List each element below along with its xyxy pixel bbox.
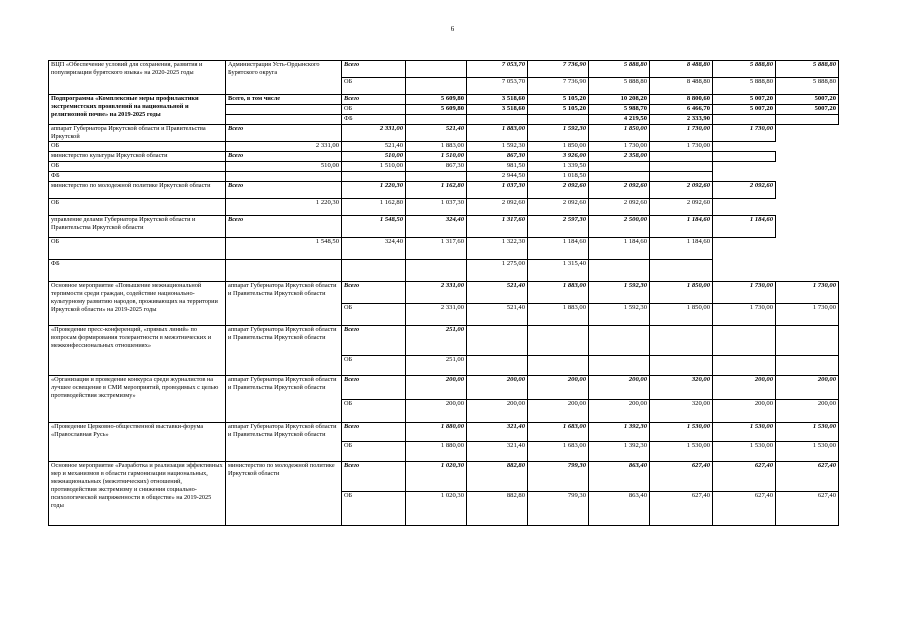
budget-table — [48, 60, 839, 526]
amount-cell: 863,40 — [589, 492, 650, 526]
amount-cell — [226, 260, 342, 282]
amount-cell: 251,00 — [406, 326, 467, 356]
funding-source-cell: ОБ — [49, 199, 226, 216]
amount-cell: 2 092,60 — [650, 199, 713, 216]
amount-cell — [713, 356, 776, 376]
amount-cell: 2 092,60 — [713, 182, 776, 199]
amount-cell: 5 105,20 — [528, 95, 589, 105]
amount-cell: 200,00 — [713, 376, 776, 400]
amount-cell: 7 053,70 — [467, 78, 528, 95]
funding-source-cell: Всего — [226, 125, 342, 142]
amount-cell: 5 888,80 — [589, 61, 650, 78]
amount-cell: 521,40 — [342, 142, 406, 152]
executor-cell — [226, 115, 342, 125]
amount-cell: 1 037,30 — [467, 182, 528, 199]
amount-cell: 521,40 — [467, 304, 528, 326]
amount-cell: 1 730,00 — [713, 282, 776, 304]
amount-cell: 1 510,00 — [342, 162, 406, 172]
funding-source-cell: Всего — [226, 216, 342, 238]
funding-source-cell: Всего — [342, 423, 406, 442]
amount-cell: 1 850,00 — [528, 142, 589, 152]
amount-cell: 981,50 — [467, 162, 528, 172]
amount-cell: 1 275,00 — [467, 260, 528, 282]
amount-cell: 2 092,60 — [650, 182, 713, 199]
amount-cell: 1 317,60 — [406, 238, 467, 260]
amount-cell: 1 730,00 — [713, 125, 776, 142]
funding-source-cell: ОБ — [342, 442, 406, 462]
amount-cell: 1 162,80 — [406, 182, 467, 199]
amount-cell: 882,80 — [467, 492, 528, 526]
program-name-cell: Подпрограмма «Комплексные меры профилактики экстремистских проявлений на национальной и религиозной почве» на 2019-2025 годы — [49, 95, 226, 125]
funding-source-cell: Всего — [342, 462, 406, 492]
table-row — [49, 462, 839, 492]
amount-cell: 2 597,30 — [528, 216, 589, 238]
amount-cell — [776, 115, 839, 125]
amount-cell: 1 730,00 — [589, 142, 650, 152]
amount-cell — [406, 172, 467, 182]
page-number: 6 — [450, 25, 455, 33]
executor-cell — [226, 105, 342, 115]
executor-cell: министерство по молодежной политике Иркутской области — [226, 462, 342, 526]
funding-source-cell: Всего — [226, 152, 342, 162]
amount-cell: 627,40 — [713, 492, 776, 526]
amount-cell: 200,00 — [406, 376, 467, 400]
amount-cell: 321,40 — [467, 423, 528, 442]
amount-cell: 1 730,00 — [650, 125, 713, 142]
amount-cell — [467, 326, 528, 356]
amount-cell: 320,00 — [650, 400, 713, 423]
amount-cell — [650, 162, 713, 172]
amount-cell: 5 888,80 — [589, 78, 650, 95]
amount-cell: 1 530,00 — [776, 423, 839, 442]
amount-cell: 2 092,60 — [528, 199, 589, 216]
funding-source-cell: Всего — [342, 282, 406, 304]
amount-cell: 5007,20 — [776, 105, 839, 115]
amount-cell: 3 518,60 — [467, 95, 528, 105]
amount-cell: 1 880,00 — [406, 423, 467, 442]
amount-cell: 1 880,00 — [406, 442, 467, 462]
program-name-cell: ВЦП «Обеспечение условий для сохранения, развития и популяризации бурятского языка» на 2020-2025 годы — [49, 61, 226, 95]
amount-cell: 799,30 — [528, 492, 589, 526]
amount-cell: 1 530,00 — [713, 423, 776, 442]
amount-cell: 1 510,00 — [406, 152, 467, 162]
amount-cell — [226, 172, 342, 182]
amount-cell: 2 092,60 — [589, 182, 650, 199]
amount-cell: 799,30 — [528, 462, 589, 492]
amount-cell: 7 736,90 — [528, 61, 589, 78]
amount-cell: 10 208,20 — [589, 95, 650, 105]
funding-source-cell: ОБ — [342, 304, 406, 326]
program-name-cell: Основное мероприятие «Разработка и реализация эффективных мер и механизмов в области гармонизации национальных, межнациональных (межэтнических) отношений, противодействия экстремизму и снижения социально-психологической напряженности в обществе» на 2019-2025 годы — [49, 462, 226, 526]
amount-cell: 200,00 — [776, 376, 839, 400]
amount-cell: 1 392,30 — [589, 442, 650, 462]
table-row — [49, 376, 839, 400]
amount-cell: 6 466,70 — [650, 105, 713, 115]
funding-source-cell: Всего — [342, 95, 406, 105]
amount-cell: 1 530,00 — [650, 442, 713, 462]
amount-cell: 5 988,70 — [589, 105, 650, 115]
table-row — [49, 199, 839, 216]
program-name-cell: «Проведение Церковно-общественной выставки-форума «Православная Русь» — [49, 423, 226, 462]
amount-cell: 2 500,00 — [589, 216, 650, 238]
amount-cell: 5 609,80 — [406, 95, 467, 105]
amount-cell — [467, 115, 528, 125]
amount-cell — [589, 326, 650, 356]
amount-cell — [650, 356, 713, 376]
amount-cell: 867,30 — [406, 162, 467, 172]
funding-source-cell: ФБ — [49, 260, 226, 282]
amount-cell: 2 331,00 — [406, 282, 467, 304]
amount-cell: 1 530,00 — [713, 442, 776, 462]
amount-cell: 2 358,00 — [589, 152, 650, 162]
amount-cell: 1 037,30 — [406, 199, 467, 216]
amount-cell — [650, 152, 713, 162]
amount-cell: 3 518,60 — [467, 105, 528, 115]
table-row — [49, 172, 839, 182]
amount-cell: 1 730,00 — [776, 282, 839, 304]
amount-cell: 5 888,80 — [713, 61, 776, 78]
executor-cell: Администрация Усть-Ордынского Бурятского округа — [226, 61, 342, 95]
amount-cell: 1 317,60 — [467, 216, 528, 238]
table-row — [49, 216, 839, 238]
amount-cell: 882,80 — [467, 462, 528, 492]
table-row — [49, 152, 839, 162]
table-row — [49, 238, 839, 260]
amount-cell: 200,00 — [528, 400, 589, 423]
amount-cell: 627,40 — [776, 462, 839, 492]
amount-cell: 1 184,60 — [650, 238, 713, 260]
amount-cell — [650, 172, 713, 182]
amount-cell: 1 683,00 — [528, 423, 589, 442]
amount-cell: 200,00 — [406, 400, 467, 423]
amount-cell: 7 053,70 — [467, 61, 528, 78]
amount-cell: 5 007,20 — [713, 95, 776, 105]
amount-cell: 200,00 — [589, 376, 650, 400]
table-row — [49, 260, 839, 282]
funding-source-cell: Всего — [342, 376, 406, 400]
amount-cell: 627,40 — [776, 492, 839, 526]
amount-cell: 1 392,30 — [589, 423, 650, 442]
amount-cell: 1 730,00 — [776, 304, 839, 326]
funding-source-cell: ФБ — [342, 115, 406, 125]
amount-cell: 8 488,80 — [650, 78, 713, 95]
table-row — [49, 142, 839, 152]
amount-cell: 1 592,30 — [589, 304, 650, 326]
table-row — [49, 182, 839, 199]
funding-source-cell: Всего — [342, 61, 406, 78]
amount-cell — [528, 326, 589, 356]
amount-cell: 521,40 — [467, 282, 528, 304]
amount-cell — [528, 356, 589, 376]
amount-cell — [713, 115, 776, 125]
amount-cell: 2 331,00 — [226, 142, 342, 152]
amount-cell: 1 530,00 — [650, 423, 713, 442]
amount-cell — [528, 115, 589, 125]
amount-cell: 863,40 — [589, 462, 650, 492]
amount-cell — [406, 61, 467, 78]
amount-cell: 200,00 — [467, 376, 528, 400]
funding-source-cell: ОБ — [49, 142, 226, 152]
amount-cell: 2 092,60 — [589, 199, 650, 216]
amount-cell: 1 530,00 — [776, 442, 839, 462]
amount-cell: 8 488,80 — [650, 61, 713, 78]
amount-cell: 1 220,30 — [226, 199, 342, 216]
amount-cell — [342, 172, 406, 182]
funding-source-cell: ОБ — [342, 78, 406, 95]
amount-cell — [776, 326, 839, 356]
amount-cell: 1 883,00 — [528, 282, 589, 304]
amount-cell: 324,40 — [406, 216, 467, 238]
funding-source-cell: ОБ — [49, 162, 226, 172]
amount-cell: 1 184,60 — [528, 238, 589, 260]
amount-cell: 1 220,30 — [342, 182, 406, 199]
funding-source-cell: Всего — [226, 182, 342, 199]
executor-cell: аппарат Губернатора Иркутской области и Правительства Иркутской области — [226, 423, 342, 462]
executor-cell: Всего, в том числе — [226, 95, 342, 105]
amount-cell: 510,00 — [342, 152, 406, 162]
executor-cell: аппарат Губернатора Иркутской области и Правительства Иркутской области — [226, 376, 342, 423]
program-name-cell: «Организация и проведение конкурса среди журналистов на лучшее освещение в СМИ мероприятий, проводимых с целью противодействия экстремизму» — [49, 376, 226, 423]
funding-source-cell: ОБ — [342, 105, 406, 115]
amount-cell: 1 730,00 — [650, 142, 713, 152]
table-row — [49, 162, 839, 172]
amount-cell: 321,40 — [467, 442, 528, 462]
amount-cell — [589, 162, 650, 172]
amount-cell: 200,00 — [713, 400, 776, 423]
amount-cell — [589, 172, 650, 182]
amount-cell: 1 592,30 — [589, 282, 650, 304]
amount-cell: 5007,20 — [776, 95, 839, 105]
amount-cell — [713, 326, 776, 356]
amount-cell: 320,00 — [650, 376, 713, 400]
amount-cell: 1 020,30 — [406, 492, 467, 526]
amount-cell: 867,30 — [467, 152, 528, 162]
amount-cell: 2 092,60 — [467, 199, 528, 216]
executor-cell: министерство по молодежной политике Иркутской области — [49, 182, 226, 199]
amount-cell — [406, 260, 467, 282]
table-row — [49, 326, 839, 356]
funding-source-cell: ОБ — [342, 400, 406, 423]
amount-cell — [342, 260, 406, 282]
table-row — [49, 61, 839, 78]
amount-cell — [650, 260, 713, 282]
amount-cell: 1 850,00 — [589, 125, 650, 142]
executor-cell: аппарат Губернатора Иркутской области и Правительства Иркутской области — [226, 326, 342, 376]
amount-cell: 200,00 — [528, 376, 589, 400]
executor-cell: министерство культуры Иркутской области — [49, 152, 226, 162]
budget-table-body — [49, 61, 839, 526]
amount-cell — [713, 152, 776, 162]
amount-cell: 4 219,50 — [589, 115, 650, 125]
amount-cell: 5 888,80 — [776, 61, 839, 78]
amount-cell: 2 331,00 — [342, 125, 406, 142]
amount-cell — [589, 356, 650, 376]
amount-cell: 1 018,50 — [528, 172, 589, 182]
funding-source-cell: Всего — [342, 326, 406, 356]
amount-cell: 510,00 — [226, 162, 342, 172]
amount-cell: 627,40 — [650, 492, 713, 526]
amount-cell: 1 850,00 — [650, 282, 713, 304]
amount-cell: 1 730,00 — [713, 304, 776, 326]
amount-cell: 200,00 — [776, 400, 839, 423]
amount-cell: 1 592,30 — [528, 125, 589, 142]
amount-cell: 2 331,00 — [406, 304, 467, 326]
amount-cell: 1 548,50 — [226, 238, 342, 260]
amount-cell: 5 105,20 — [528, 105, 589, 115]
amount-cell: 1 883,00 — [467, 125, 528, 142]
amount-cell: 1 020,30 — [406, 462, 467, 492]
amount-cell — [650, 326, 713, 356]
funding-source-cell: ОБ — [342, 492, 406, 526]
amount-cell — [589, 260, 650, 282]
amount-cell: 200,00 — [467, 400, 528, 423]
table-row — [49, 95, 839, 105]
table-row — [49, 423, 839, 442]
amount-cell: 521,40 — [406, 125, 467, 142]
program-name-cell: Основное мероприятие «Повышение межнациональной терпимости среди граждан, содействие национально-культурному развитию народов, проживающих на территории Иркутской области» на 2019-2025 годы — [49, 282, 226, 326]
amount-cell: 5 888,80 — [713, 78, 776, 95]
amount-cell: 1 592,30 — [467, 142, 528, 152]
amount-cell: 5 609,80 — [406, 105, 467, 115]
amount-cell — [776, 356, 839, 376]
funding-source-cell: ФБ — [49, 172, 226, 182]
amount-cell — [406, 78, 467, 95]
amount-cell: 2 092,60 — [528, 182, 589, 199]
amount-cell: 2 333,90 — [650, 115, 713, 125]
amount-cell: 1 322,30 — [467, 238, 528, 260]
amount-cell: 627,40 — [650, 462, 713, 492]
amount-cell: 2 944,50 — [467, 172, 528, 182]
amount-cell: 251,00 — [406, 356, 467, 376]
amount-cell: 1 339,50 — [528, 162, 589, 172]
table-row — [49, 282, 839, 304]
amount-cell: 5 888,80 — [776, 78, 839, 95]
amount-cell — [406, 115, 467, 125]
amount-cell: 3 926,00 — [528, 152, 589, 162]
amount-cell: 324,40 — [342, 238, 406, 260]
table-row — [49, 125, 839, 142]
amount-cell: 200,00 — [589, 400, 650, 423]
amount-cell: 1 850,00 — [650, 304, 713, 326]
executor-cell: аппарат Губернатора Иркутской области и Правительства Иркутской области — [226, 282, 342, 326]
program-name-cell: «Проведение пресс-конференций, «прямых линий» по вопросам формирования толерантности в межэтнических и межконфессиональных отношениях» — [49, 326, 226, 376]
executor-cell: аппарат Губернатора Иркутской области и Правительства Иркутской — [49, 125, 226, 142]
funding-source-cell: ОБ — [49, 238, 226, 260]
funding-source-cell: ОБ — [342, 356, 406, 376]
amount-cell: 5 007,20 — [713, 105, 776, 115]
amount-cell: 1 184,60 — [589, 238, 650, 260]
amount-cell: 1 315,40 — [528, 260, 589, 282]
amount-cell: 8 800,60 — [650, 95, 713, 105]
amount-cell: 1 548,50 — [342, 216, 406, 238]
amount-cell: 1 883,00 — [528, 304, 589, 326]
amount-cell: 1 162,80 — [342, 199, 406, 216]
amount-cell: 1 184,60 — [713, 216, 776, 238]
amount-cell: 1 883,00 — [406, 142, 467, 152]
amount-cell: 1 184,60 — [650, 216, 713, 238]
amount-cell: 1 683,00 — [528, 442, 589, 462]
amount-cell: 7 736,90 — [528, 78, 589, 95]
amount-cell — [467, 356, 528, 376]
amount-cell: 627,40 — [713, 462, 776, 492]
executor-cell: управление делами Губернатора Иркутской области и Правительства Иркутской области — [49, 216, 226, 238]
